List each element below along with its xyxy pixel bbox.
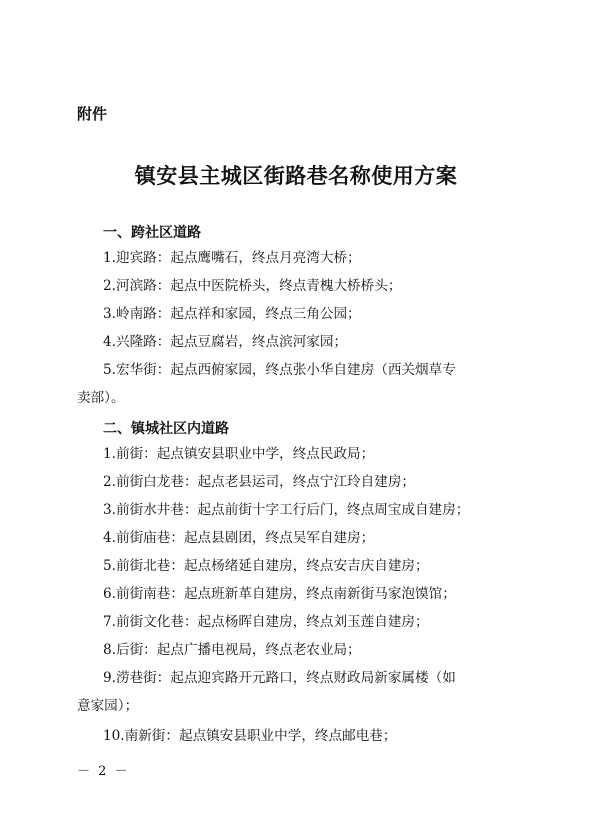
page-number: － 2 － [77,764,130,779]
list-item: 3.前街水井巷：起点前街十字工行后门，终点周宝成自建房； [103,502,470,518]
attachment-label: 附件 [77,105,108,123]
list-item: 1.迎宾路：起点鹰嘴石，终点月亮湾大桥； [103,250,361,266]
section-heading: 二、镇城社区内道路 [103,421,229,437]
section-heading: 一、跨社区道路 [103,225,201,241]
list-item: 5.宏华街：起点西俯家园，终点张小华自建房（西关烟草专 [103,362,456,378]
list-item: 4.兴隆路：起点豆腐岩，终点滨河家园； [103,334,348,350]
list-item: 8.后街：起点广播电视局，终点老农业局； [103,642,361,658]
page-title: 镇安县主城区街路巷名称使用方案 [134,164,458,188]
list-item-continuation: 卖部）。 [77,390,125,406]
list-item: 2.河滨路：起点中医院桥头，终点青槐大桥桥头； [103,278,402,294]
list-item: 9.涝巷街：起点迎宾路开元路口，终点财政局新家属楼（如 [103,670,456,686]
list-item: 4.前街庙巷：起点县剧团，终点吴军自建房； [103,530,375,546]
list-item: 10.南新街：起点镇安县职业中学，终点邮电巷； [103,728,397,744]
list-item: 2.前街白龙巷：起点老县运司，终点宁江玲自建房； [103,474,416,490]
list-item: 1.前街：起点镇安县职业中学，终点民政局； [103,446,375,462]
list-item: 6.前街南巷：起点班新革自建房，终点南新街马家泡馍馆； [103,586,456,602]
list-item-continuation: 意家园）； [77,698,139,714]
list-item: 3.岭南路：起点祥和家园，终点三角公园； [103,306,361,322]
list-item: 7.前街文化巷：起点杨晖自建房，终点刘玉莲自建房； [103,614,429,630]
list-item: 5.前街北巷：起点杨绪延自建房，终点安吉庆自建房； [103,558,429,574]
